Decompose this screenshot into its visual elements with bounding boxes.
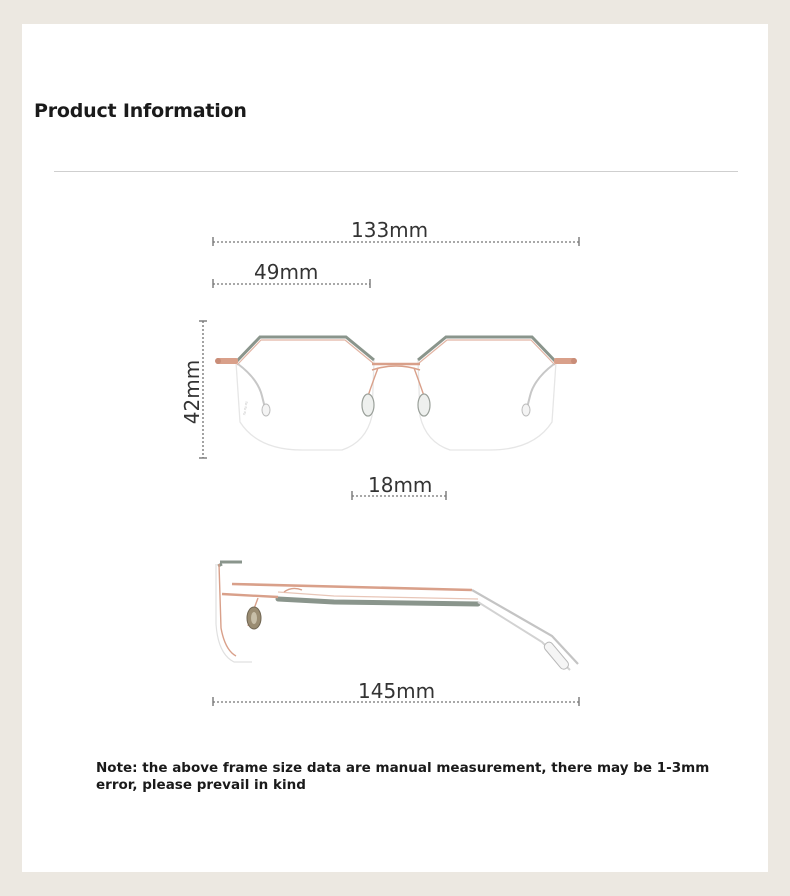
- glasses-front-view: [215, 337, 577, 450]
- measurement-note: Note: the above frame size data are manual measurement, there may be 1-3mm error, please prevail in kind: [96, 760, 710, 793]
- glasses-side-view: [216, 562, 578, 671]
- page-title: Product Information: [34, 100, 247, 122]
- temple-length-label: 145mm: [358, 679, 436, 703]
- frame-width-label: 133mm: [351, 218, 429, 242]
- lens-width-label: 49mm: [254, 260, 319, 284]
- bridge-width-label: 18mm: [368, 473, 433, 497]
- glasses-diagram: [22, 24, 768, 744]
- lens-height-label: 42mm: [180, 359, 205, 425]
- svg-text:≈≈≈: ≈≈≈: [241, 400, 251, 417]
- content-card: [22, 24, 768, 872]
